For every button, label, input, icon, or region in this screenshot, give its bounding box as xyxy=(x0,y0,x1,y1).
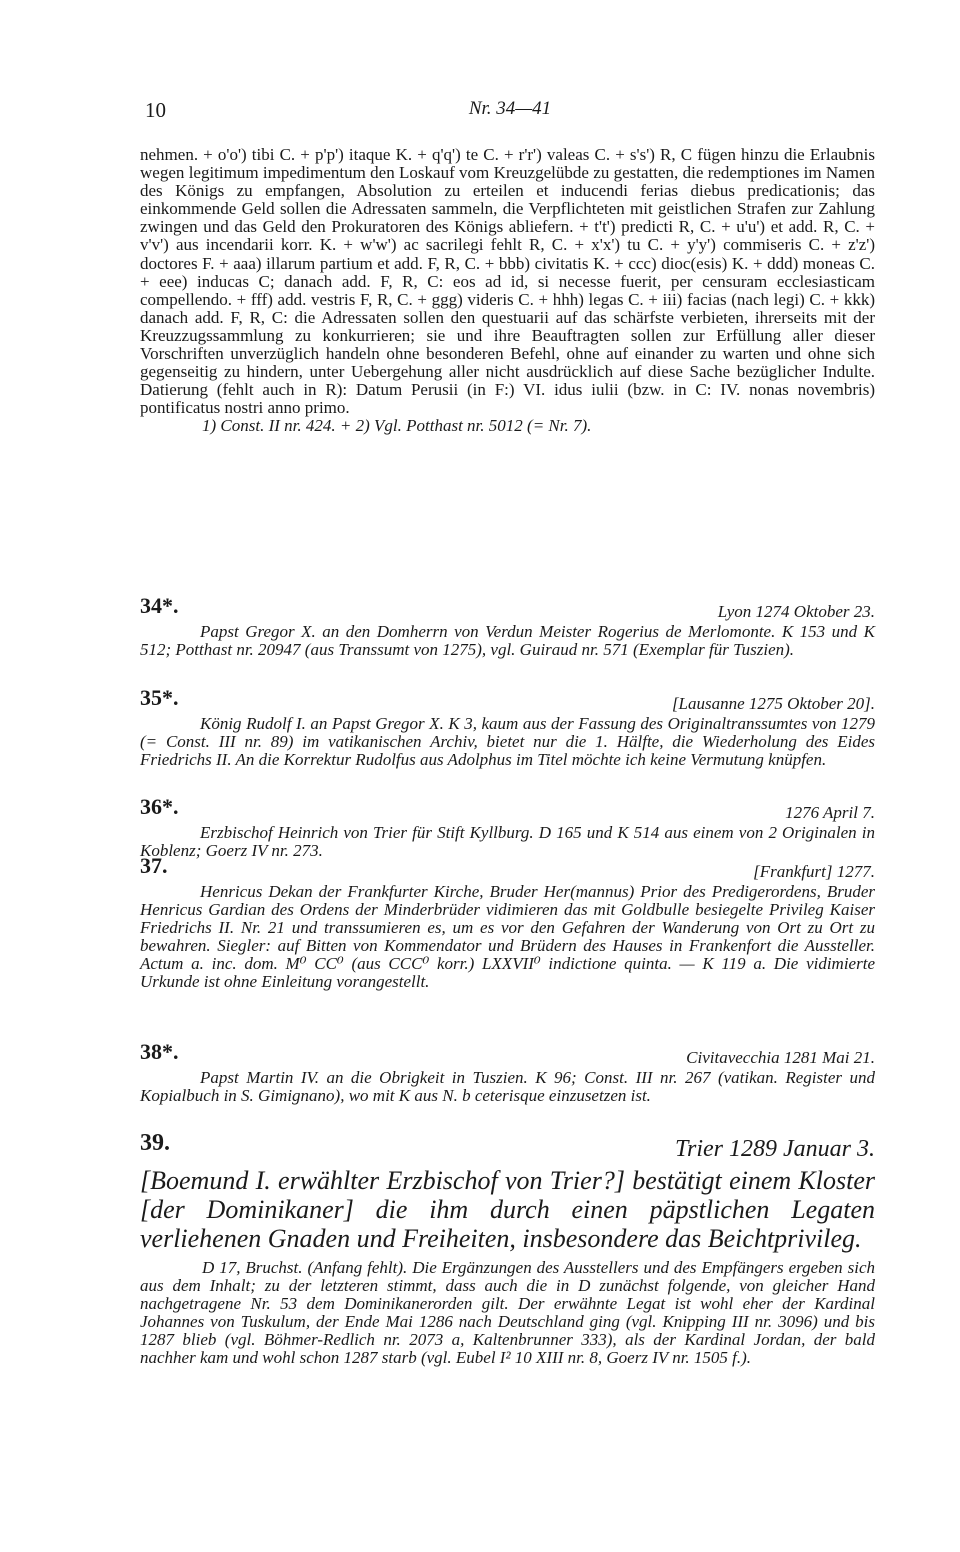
entry-head xyxy=(140,794,875,824)
entry-body: König Rudolf I. an Papst Gregor X. K 3, kaum aus der Fassung des Originaltranssumtes von 1279 (= Const. III nr. 89) im vatikanischen Archiv, bietet nur die 1. Hälfte, die Wiederholung des Eides Friedrichs II. An die Korrektur Rudolfus aus Adolphus im Titel möchte ich keine Vermutung knüpfen. xyxy=(140,714,875,770)
entry-number: 36*. xyxy=(140,794,179,819)
entry-date: Lyon 1274 Oktober 23. xyxy=(717,602,875,621)
entry-head xyxy=(140,1130,875,1166)
entry-number: 34*. xyxy=(140,593,179,618)
entry-35 xyxy=(140,685,875,770)
entry-date: 1276 April 7. xyxy=(785,803,875,822)
page-header xyxy=(145,98,875,128)
entry-36 xyxy=(140,794,875,861)
continuation-text-block xyxy=(140,146,875,436)
entry-number: 37. xyxy=(140,853,168,878)
entry-number: 39. xyxy=(140,1130,170,1156)
entry-regest: [Boemund I. erwählter Erzbischof von Trier?] bestätigt einem Kloster [der Dominikaner] die ihm durch einen päpstlichen Legaten verliehenen Gnaden und Freiheiten, insbesondere das Beichtprivileg. xyxy=(140,1166,875,1253)
entry-date: [Lausanne 1275 Oktober 20]. xyxy=(671,694,875,713)
entry-head xyxy=(140,853,875,883)
entry-number: 38*. xyxy=(140,1039,179,1064)
entry-38 xyxy=(140,1039,875,1106)
entry-39 xyxy=(140,1130,875,1368)
entry-date: Trier 1289 Januar 3. xyxy=(674,1136,875,1162)
continuation-paragraph: nehmen. + o'o') tibi C. + p'p') itaque K. + q'q') te C. + r'r') valeas C. + s's') R, C fügen hinzu die Erlaubnis wegen legitimum impedimentum den Loskauf vom Kreuzgelübde zu gestatten, die redemptiones im Namen des Königs zu empfangen, Absolution zu erteilen et inducendi ferias diebus predicationis; das einkommende Geld sollen die Adressaten sammeln, die Verpflichteten mit geistlichen Strafen zur Zahlung zwingen und das Geld den Prokuratoren des Königs abliefern. + t't') predicti R, C. + u'u') et add. R, C. + v'v') aus incendarii korr. K. + w'w') ac sacrilegi fehlt R, C. + x'x') tu C. + y'y') commiseris C. + z'z') doctores F. + aaa) illarum partium et add. F, R, C. + bbb) civitatis K. + ccc) dioc(esis) K. + ddd) moneas C. + eee) inducas C; danach add. F, R, C: eos ad id, si necesse fuerit, per censuram ecclesiasticam compellendo. + fff) add. vestris F, R, C. + ggg) videris C. + hhh) legas C. + iii) facias (nach legi) C. + kkk) danach add. F, R, C: die Adressaten sollen den questuarii auf das schärfste verbieten, ihrerseits mit der Kreuzzugssammlung zu konkurrieren; sie und ihre Beauftragten sollen zur Erfüllung aller dieser Vorschriften unverzüglich handeln ohne besonderen Befehl, ohne auf einander zu warten und ohne sich gegenseitig zu hindern, unter Uebergehung aller nicht ausdrücklich auf diese Sache bezüglicher Indulte. Datierung (fehlt auch in R): Datum Perusii (in F:) VI. idus iulii (bzw. in C: IV. nonas novembris) pontificatus nostri anno primo. xyxy=(140,145,875,418)
entry-head xyxy=(140,685,875,715)
footnotes: 1) Const. II nr. 424. + 2) Vgl. Potthast nr. 5012 (= Nr. 7). xyxy=(202,416,592,436)
running-head: Nr. 34—41 xyxy=(468,98,552,119)
entry-body: Erzbischof Heinrich von Trier für Stift Kyllburg. D 165 und K 514 aus einem von 2 Originalen in Koblenz; Goerz IV nr. 273. xyxy=(140,823,875,861)
entry-number: 35*. xyxy=(140,685,179,710)
entry-date: Civitavecchia 1281 Mai 21. xyxy=(686,1048,875,1067)
entry-head xyxy=(140,1039,875,1069)
entry-date: [Frankfurt] 1277. xyxy=(753,862,875,881)
entry-body: Papst Martin IV. an die Obrigkeit in Tuszien. K 96; Const. III nr. 267 (vatikan. Register und Kopialbuch in S. Gimignano), wo mit K aus N. b ceterisque einzusetzen ist. xyxy=(140,1068,875,1106)
entry-body: Papst Gregor X. an den Domherrn von Verdun Meister Rogerius de Merlomonte. K 153 und K 512; Potthast nr. 20947 (aus Transsumt von 1275), vgl. Guiraud nr. 571 (Exemplar für Tuszien). xyxy=(140,622,875,660)
page-number: 10 xyxy=(145,98,166,122)
entry-34 xyxy=(140,593,875,660)
entry-body: Henricus Dekan der Frankfurter Kirche, Bruder Her(mannus) Prior des Predigerordens, Bruder Henricus Gardian des Ordens der Minderbrüder vidimieren das mit Goldbulle besiegelte Privileg Kaiser Friedrichs II. Nr. 21 und transsumieren es, um es vor den Gefahren der Wanderung von Ort zu Ort zu bewahren. Siegler: auf Bitten von Kommendator und Brüdern des Hauses in Frankenfort die Aussteller. Actum a. inc. dom. M⁰ CC⁰ (aus CCC⁰ korr.) LXXVII⁰ indictione quinta. — K 119 a. Die vidimierte Urkunde ist ohne Einleitung vorangestellt. xyxy=(140,882,875,992)
entry-37 xyxy=(140,853,875,992)
entry-head xyxy=(140,593,875,623)
entry-note: D 17, Bruchst. (Anfang fehlt). Die Ergänzungen des Ausstellers und des Empfängers ergeben sich aus dem Inhalt; zu der letzteren stimmt, dass auch die in D zunächst folgende, von gleicher Hand nachgetragene Nr. 53 dem Dominikanerorden gilt. Der erwähnte Legat ist wohl eher der Kardinal Johannes von Tuskulum, der Ende Mai 1286 nach Deutschland ging (vgl. Knipping III nr. 3096) und bis 1287 blieb (vgl. Böhmer-Redlich nr. 2073 a, Kaltenbrunner 333), als der Kardinal Jordan, der bald nachher kam und wohl schon 1287 starb (vgl. Eubel I² 10 XIII nr. 8, Goerz IV nr. 1505 f.). xyxy=(140,1258,875,1368)
